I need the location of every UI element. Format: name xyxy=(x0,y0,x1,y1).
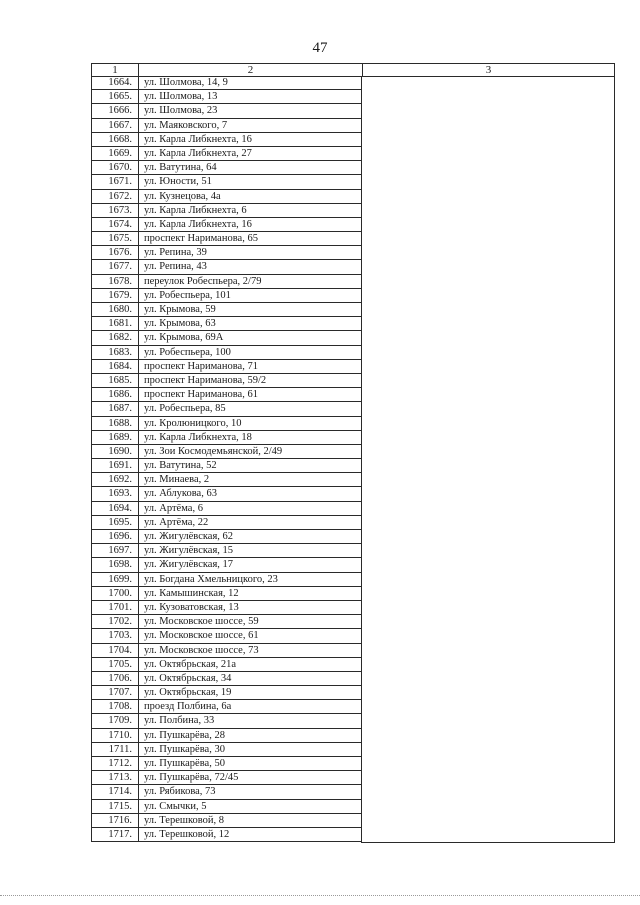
table-row xyxy=(91,133,362,147)
row-address: ул. Робеспьера, 85 xyxy=(144,403,226,415)
row-number: 1693. xyxy=(92,487,139,500)
table-row xyxy=(91,516,362,530)
row-address: проспект Нариманова, 65 xyxy=(144,233,258,245)
table-row xyxy=(91,714,362,728)
table-row xyxy=(91,530,362,544)
row-address: ул. Московское шоссе, 61 xyxy=(144,630,259,642)
table-row xyxy=(91,104,362,118)
row-number: 1669. xyxy=(92,147,139,160)
row-number: 1690. xyxy=(92,445,139,458)
row-number: 1715. xyxy=(92,800,139,813)
row-address: ул. Робеспьера, 101 xyxy=(144,289,231,301)
table-row xyxy=(91,828,362,842)
row-number: 1709. xyxy=(92,714,139,727)
row-address: ул. Крымова, 69А xyxy=(144,332,224,344)
row-address: ул. Карла Либкнехта, 27 xyxy=(144,147,252,159)
table-row xyxy=(91,289,362,303)
row-number: 1716. xyxy=(92,814,139,827)
table-row xyxy=(91,388,362,402)
table-body xyxy=(91,76,362,842)
table-row xyxy=(91,246,362,260)
row-number: 1714. xyxy=(92,785,139,798)
table-row xyxy=(91,147,362,161)
row-address: переулок Робеспьера, 2/79 xyxy=(144,275,262,287)
row-number: 1711. xyxy=(92,743,139,756)
table-row xyxy=(91,473,362,487)
row-address: ул. Карла Либкнехта, 18 xyxy=(144,431,252,443)
scan-edge-line xyxy=(0,895,640,897)
table-row xyxy=(91,175,362,189)
table-row xyxy=(91,800,362,814)
table-row xyxy=(91,431,362,445)
table-row xyxy=(91,629,362,643)
row-number: 1680. xyxy=(92,303,139,316)
row-address: ул. Богдана Хмельницкого, 23 xyxy=(144,573,278,585)
table-row xyxy=(91,771,362,785)
table-row xyxy=(91,785,362,799)
table-row xyxy=(91,487,362,501)
row-number: 1683. xyxy=(92,346,139,359)
row-address: ул. Кузоватовская, 13 xyxy=(144,601,239,613)
table-row xyxy=(91,232,362,246)
table-row xyxy=(91,417,362,431)
table-row xyxy=(91,275,362,289)
table-row xyxy=(91,374,362,388)
row-number: 1712. xyxy=(92,757,139,770)
row-number: 1713. xyxy=(92,771,139,784)
table-row xyxy=(91,360,362,374)
row-address: ул. Октябрьская, 34 xyxy=(144,672,232,684)
row-address: проспект Нариманова, 61 xyxy=(144,389,258,401)
row-number: 1671. xyxy=(92,175,139,188)
table-row xyxy=(91,190,362,204)
table-row xyxy=(91,601,362,615)
row-number: 1670. xyxy=(92,161,139,174)
row-number: 1666. xyxy=(92,104,139,117)
table-row xyxy=(91,757,362,771)
row-number: 1697. xyxy=(92,544,139,557)
row-address: ул. Аблукова, 63 xyxy=(144,488,217,500)
row-address: ул. Терешковой, 8 xyxy=(144,814,225,826)
row-number: 1677. xyxy=(92,260,139,273)
row-address: ул. Артёма, 22 xyxy=(144,516,209,528)
row-number: 1701. xyxy=(92,601,139,614)
row-number: 1672. xyxy=(92,190,139,203)
row-number: 1678. xyxy=(92,275,139,288)
row-address: ул. Ватутина, 64 xyxy=(144,162,217,174)
row-address: ул. Артёма, 6 xyxy=(144,502,203,514)
table-row xyxy=(91,729,362,743)
row-number: 1696. xyxy=(92,530,139,543)
row-number: 1705. xyxy=(92,658,139,671)
row-number: 1688. xyxy=(92,417,139,430)
row-address: ул. Московское шоссе, 73 xyxy=(144,644,259,656)
row-address: ул. Жигулёвская, 62 xyxy=(144,531,234,542)
page-number: 47 xyxy=(312,40,328,56)
row-number: 1689. xyxy=(92,431,139,444)
row-number: 1692. xyxy=(92,473,139,486)
row-address: ул. Шолмова, 14, 9 xyxy=(144,77,228,88)
table-row xyxy=(91,331,362,345)
row-address: ул. Полбина, 33 xyxy=(144,715,215,727)
row-number: 1687. xyxy=(92,402,139,415)
row-number: 1695. xyxy=(92,516,139,529)
row-number: 1717. xyxy=(92,828,139,841)
row-address: ул. Карла Либкнехта, 16 xyxy=(144,218,252,230)
table-row xyxy=(91,303,362,317)
row-address: ул. Пушкарёва, 72/45 xyxy=(144,772,239,784)
table-row xyxy=(91,700,362,714)
row-address: ул. Репина, 39 xyxy=(144,247,207,259)
row-address: ул. Октябрьская, 19 xyxy=(144,687,232,699)
row-address: ул. Юности, 51 xyxy=(144,176,212,188)
row-number: 1679. xyxy=(92,289,139,302)
row-address: ул. Шолмова, 23 xyxy=(144,105,218,117)
table-row xyxy=(91,402,362,416)
row-address: ул. Карла Либкнехта, 6 xyxy=(144,204,247,216)
row-address: проспект Нариманова, 59/2 xyxy=(144,374,267,386)
table-row xyxy=(91,76,362,90)
row-number: 1674. xyxy=(92,218,139,231)
row-address: ул. Маяковского, 7 xyxy=(144,119,228,131)
row-number: 1673. xyxy=(92,204,139,217)
row-address: ул. Пушкарёва, 28 xyxy=(144,729,225,741)
row-address: ул. Рябикова, 73 xyxy=(144,786,216,798)
row-address: ул. Кролюницкого, 10 xyxy=(144,417,242,429)
row-address: ул. Крымова, 63 xyxy=(144,318,216,330)
row-address: ул. Робеспьера, 100 xyxy=(144,346,231,358)
row-address: ул. Крымова, 59 xyxy=(144,304,216,315)
table-row xyxy=(91,90,362,104)
row-address: проезд Полбина, 6а xyxy=(144,701,232,713)
row-number: 1703. xyxy=(92,629,139,642)
table-header-row xyxy=(91,63,615,77)
row-number: 1676. xyxy=(92,246,139,259)
table-row xyxy=(91,814,362,828)
table-row xyxy=(91,587,362,601)
row-address: ул. Пушкарёва, 30 xyxy=(144,743,225,755)
row-address: ул. Жигулёвская, 15 xyxy=(144,545,234,557)
table-row xyxy=(91,260,362,274)
row-address: ул. Терешковой, 12 xyxy=(144,828,230,840)
row-number: 1675. xyxy=(92,232,139,245)
row-number: 1685. xyxy=(92,374,139,387)
row-number: 1691. xyxy=(92,459,139,472)
column-header-1: 1 xyxy=(92,64,139,76)
row-address: ул. Шолмова, 13 xyxy=(144,91,218,103)
table-row xyxy=(91,119,362,133)
table-row xyxy=(91,161,362,175)
row-address: ул. Зои Космодемьянской, 2/49 xyxy=(144,445,283,457)
row-address: ул. Октябрьская, 21а xyxy=(144,658,236,670)
table-row xyxy=(91,445,362,459)
row-number: 1699. xyxy=(92,573,139,586)
table-row xyxy=(91,686,362,700)
table-row xyxy=(91,346,362,360)
row-number: 1698. xyxy=(92,558,139,571)
row-address: ул. Пушкарёва, 50 xyxy=(144,758,225,769)
table-row xyxy=(91,317,362,331)
row-address: ул. Карла Либкнехта, 16 xyxy=(144,133,252,145)
row-address: ул. Камышинская, 12 xyxy=(144,587,239,599)
row-address: проспект Нариманова, 71 xyxy=(144,360,258,372)
table-row xyxy=(91,558,362,572)
row-address: ул. Московское шоссе, 59 xyxy=(144,616,259,628)
table-row xyxy=(91,218,362,232)
row-address: ул. Минаева, 2 xyxy=(144,474,210,486)
row-number: 1681. xyxy=(92,317,139,330)
table-row xyxy=(91,459,362,473)
row-number: 1706. xyxy=(92,672,139,685)
table-row xyxy=(91,658,362,672)
table-row xyxy=(91,672,362,686)
row-number: 1665. xyxy=(92,90,139,103)
row-number: 1664. xyxy=(92,76,139,89)
row-number: 1667. xyxy=(92,119,139,132)
row-number: 1704. xyxy=(92,644,139,657)
row-number: 1700. xyxy=(92,587,139,600)
column-header-3: 3 xyxy=(485,64,492,76)
row-number: 1694. xyxy=(92,502,139,515)
table-row xyxy=(91,615,362,629)
row-address: ул. Ватутина, 52 xyxy=(144,460,217,472)
row-address: ул. Репина, 43 xyxy=(144,261,207,273)
row-number: 1668. xyxy=(92,133,139,146)
table-row xyxy=(91,502,362,516)
row-number: 1684. xyxy=(92,360,139,373)
row-number: 1702. xyxy=(92,615,139,628)
table-row xyxy=(91,204,362,218)
row-address: ул. Жигулёвская, 17 xyxy=(144,559,234,571)
table-row xyxy=(91,573,362,587)
row-number: 1708. xyxy=(92,700,139,713)
table-row xyxy=(91,743,362,757)
table-row xyxy=(91,644,362,658)
row-number: 1710. xyxy=(92,729,139,742)
table-row xyxy=(91,544,362,558)
address-table xyxy=(91,63,615,843)
row-address: ул. Кузнецова, 4а xyxy=(144,190,221,202)
row-number: 1686. xyxy=(92,388,139,401)
row-address: ул. Смычки, 5 xyxy=(144,800,207,812)
column-3-merged-cell xyxy=(361,76,615,843)
row-number: 1682. xyxy=(92,331,139,344)
column-header-2: 2 xyxy=(139,64,363,76)
row-number: 1707. xyxy=(92,686,139,699)
